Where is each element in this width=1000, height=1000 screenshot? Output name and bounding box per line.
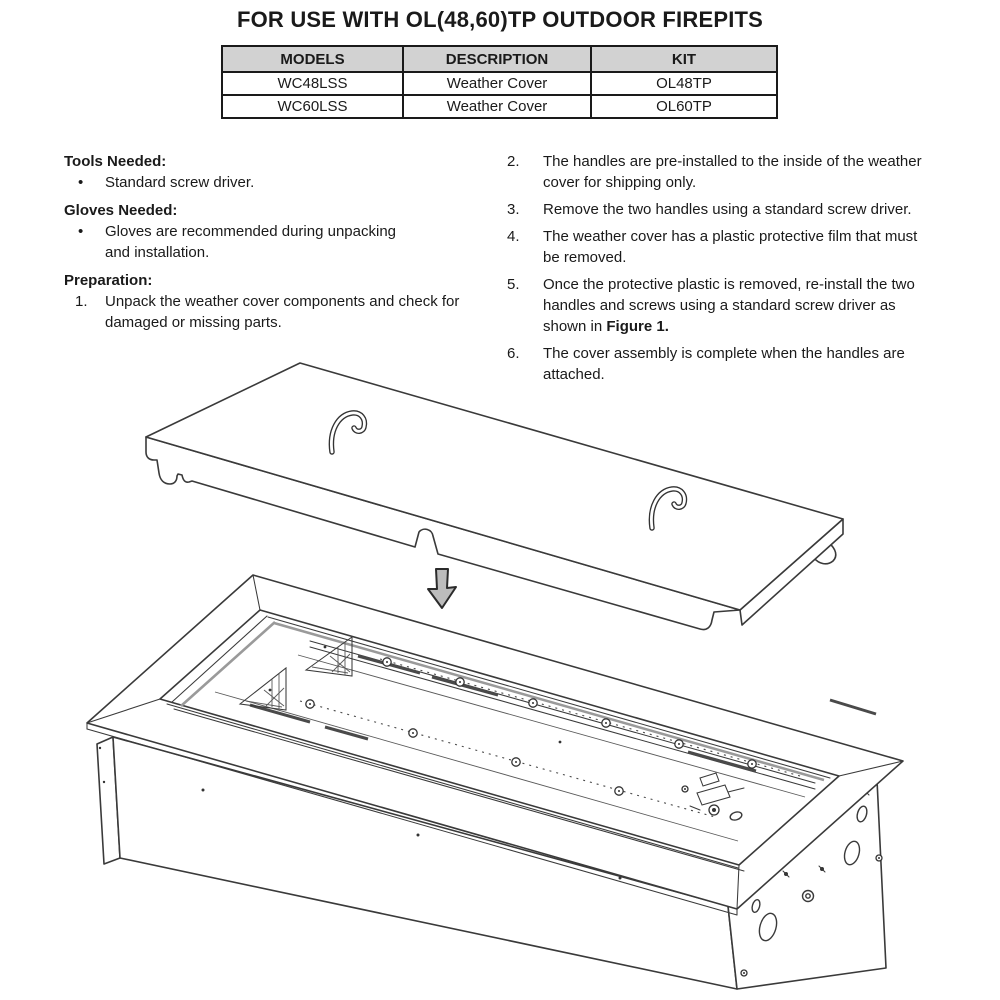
cell-kit: OL48TP (591, 72, 777, 95)
col-header-models: MODELS (222, 46, 403, 72)
left-text-column (64, 144, 489, 333)
firepit-box (87, 575, 903, 989)
section-heading-gloves: Gloves Needed: (64, 202, 178, 219)
numbered-item (507, 199, 927, 220)
page-title: FOR USE WITH OL(48,60)TP OUTDOOR FIREPITS (236, 7, 764, 32)
list-item-text: The cover assembly is complete when the handles are attached. (543, 345, 905, 383)
installation-diagram (0, 340, 1000, 1000)
numbered-item (64, 291, 489, 333)
cell-description: Weather Cover (403, 95, 591, 118)
numbered-item (507, 274, 927, 337)
numbered-item (507, 226, 927, 268)
number-marker: 5. (507, 276, 520, 293)
bullet-marker: • (78, 223, 84, 240)
list-item-text: The handles are pre-installed to the inside of the weather cover for shipping only. (543, 153, 922, 191)
number-marker: 6. (507, 345, 520, 362)
section-heading-preparation: Preparation: (64, 272, 153, 289)
bullet-marker: • (78, 174, 84, 191)
figure-reference: Figure 1. (606, 318, 669, 335)
col-header-description: DESCRIPTION (403, 46, 591, 72)
down-arrow-icon (428, 569, 456, 608)
section-heading-tools: Tools Needed: (64, 153, 167, 170)
list-item (64, 172, 489, 193)
table-row (222, 95, 777, 118)
number-marker: 4. (507, 228, 520, 245)
list-item-text: Standard screw driver. (105, 174, 255, 191)
table-header-row (222, 46, 777, 72)
col-header-kit: KIT (591, 46, 777, 72)
list-item-text: Gloves are recommended during unpacking and installation. (105, 223, 396, 261)
cell-description: Weather Cover (403, 72, 591, 95)
number-marker: 1. (75, 293, 88, 310)
list-item-text: Unpack the weather cover components and check for damaged or missing parts. (105, 293, 460, 331)
cell-model: WC48LSS (222, 72, 403, 95)
cell-model: WC60LSS (222, 95, 403, 118)
list-item-text (543, 274, 927, 337)
numbered-item (507, 151, 927, 193)
model-spec-table (221, 45, 778, 119)
list-item-text: The weather cover has a plastic protective film that must be removed. (543, 228, 918, 266)
table-row (222, 72, 777, 95)
cell-kit: OL60TP (591, 95, 777, 118)
number-marker: 2. (507, 153, 520, 170)
item-text-plain: Once the protective plastic is removed, re-install the two handles and screws using a standard screw driver as shown in (543, 276, 915, 335)
number-marker: 3. (507, 201, 520, 218)
list-item (64, 221, 489, 263)
list-item-text: Remove the two handles using a standard screw driver. (543, 201, 912, 218)
